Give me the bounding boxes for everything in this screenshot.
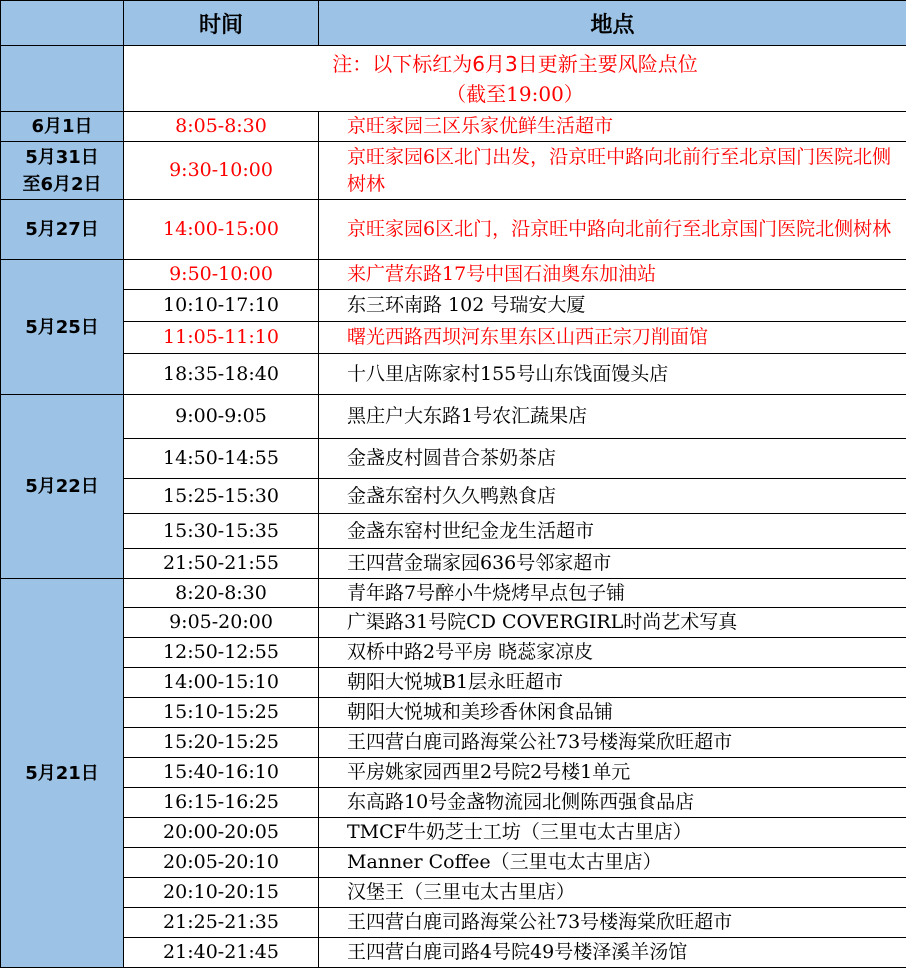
update-note-line1: 注：以下标红为6月3日更新主要风险点位: [332, 51, 698, 76]
place-cell: 京旺家园6区北门出发，沿京旺中路向北前行至北京国门医院北侧树林: [319, 142, 906, 200]
time-cell: 15:10-15:25: [124, 698, 319, 728]
time-cell: 9:50-10:00: [124, 260, 319, 290]
time-cell: 10:10-17:10: [124, 290, 319, 322]
time-cell: 15:25-15:30: [124, 479, 319, 514]
place-cell: 金盏东窑村久久鸭熟食店: [319, 479, 906, 514]
place-cell: 王四营白鹿司路4号院49号楼泽溪羊汤馆: [319, 938, 906, 968]
time-cell: 9:05-20:00: [124, 608, 319, 638]
table-row: [1, 638, 906, 668]
table-row: [1, 354, 906, 395]
date-line1: 5月31日: [25, 146, 99, 168]
date-cell: [1, 142, 124, 200]
time-cell: 14:00-15:00: [124, 200, 319, 260]
table-row: [1, 878, 906, 908]
table-row: [1, 549, 906, 579]
place-cell: 双桥中路2号平房 晓蕊家凉皮: [319, 638, 906, 668]
table-row: [1, 260, 906, 290]
place-cell: 曙光西路西坝河东里东区山西正宗刀削面馆: [319, 322, 906, 354]
table-row: [1, 142, 906, 200]
table-row: [1, 818, 906, 848]
table-row: [1, 322, 906, 354]
place-cell: 王四营金瑞家园636号邻家超市: [319, 549, 906, 579]
place-cell: 青年路7号醉小牛烧烤早点包子铺: [319, 579, 906, 608]
time-cell: 15:40-16:10: [124, 758, 319, 788]
place-cell: 十八里店陈家村155号山东饯面馒头店: [319, 354, 906, 395]
header-time: 时间: [124, 1, 319, 46]
update-note-line2: （截至19:00）: [446, 81, 584, 106]
date-cell: 5月22日: [1, 395, 124, 579]
date-cell: 6月1日: [1, 112, 124, 142]
date-cell: 5月25日: [1, 260, 124, 395]
place-cell: 朝阳大悦城和美珍香休闲食品铺: [319, 698, 906, 728]
table-row: [1, 848, 906, 878]
time-cell: 16:15-16:25: [124, 788, 319, 818]
table-row: [1, 439, 906, 479]
table-row: [1, 788, 906, 818]
place-cell: TMCF牛奶芝士工坊（三里屯太古里店）: [319, 818, 906, 848]
place-cell: 广渠路31号院CD COVERGIRL时尚艺术写真: [319, 608, 906, 638]
note-left-cell: [1, 46, 124, 112]
table-row: [1, 728, 906, 758]
time-cell: 21:25-21:35: [124, 908, 319, 938]
time-cell: 8:20-8:30: [124, 579, 319, 608]
header-place: 地点: [319, 1, 906, 46]
table-row: [1, 698, 906, 728]
place-cell: 汉堡王（三里屯太古里店）: [319, 878, 906, 908]
time-cell: 14:00-15:10: [124, 668, 319, 698]
time-cell: 20:05-20:10: [124, 848, 319, 878]
time-cell: 11:05-11:10: [124, 322, 319, 354]
date-cell: 5月27日: [1, 200, 124, 260]
place-cell: 王四营白鹿司路海棠公社73号楼海棠欣旺超市: [319, 908, 906, 938]
place-cell: 王四营白鹿司路海棠公社73号楼海棠欣旺超市: [319, 728, 906, 758]
place-cell: 来广营东路17号中国石油奥东加油站: [319, 260, 906, 290]
table-row: [1, 938, 906, 968]
time-cell: 18:35-18:40: [124, 354, 319, 395]
update-note: [124, 46, 906, 112]
place-cell: 金盏东窑村世纪金龙生活超市: [319, 514, 906, 549]
time-cell: 14:50-14:55: [124, 439, 319, 479]
date-cell: 5月21日: [1, 579, 124, 968]
time-cell: 9:30-10:00: [124, 142, 319, 200]
place-cell: 金盏皮村圆昔合茶奶茶店: [319, 439, 906, 479]
place-cell: 黑庄户大东路1号农汇蔬果店: [319, 395, 906, 439]
table-row: [1, 758, 906, 788]
table-row: [1, 112, 906, 142]
time-cell: 8:05-8:30: [124, 112, 319, 142]
place-cell: 平房姚家园西里2号院2号楼1单元: [319, 758, 906, 788]
table-row: [1, 290, 906, 322]
table-row: [1, 479, 906, 514]
time-cell: 21:50-21:55: [124, 549, 319, 579]
table-row: [1, 668, 906, 698]
time-cell: 15:30-15:35: [124, 514, 319, 549]
table-row: [1, 579, 906, 608]
header-corner-cell: [1, 1, 124, 46]
table-row: [1, 908, 906, 938]
place-cell: 东高路10号金盏物流园北侧陈西强食品店: [319, 788, 906, 818]
place-cell: Manner Coffee（三里屯太古里店）: [319, 848, 906, 878]
date-line2: 至6月2日: [22, 173, 102, 195]
place-cell: 京旺家园6区北门，沿京旺中路向北前行至北京国门医院北侧树林: [319, 200, 906, 260]
place-cell: 东三环南路 102 号瑞安大厦: [319, 290, 906, 322]
time-cell: 21:40-21:45: [124, 938, 319, 968]
table-row: [1, 200, 906, 260]
table-row: [1, 514, 906, 549]
place-cell: 朝阳大悦城B1层永旺超市: [319, 668, 906, 698]
time-cell: 9:00-9:05: [124, 395, 319, 439]
time-cell: 15:20-15:25: [124, 728, 319, 758]
time-cell: 20:00-20:05: [124, 818, 319, 848]
place-cell: 京旺家园三区乐家优鲜生活超市: [319, 112, 906, 142]
time-cell: 12:50-12:55: [124, 638, 319, 668]
table-row: [1, 395, 906, 439]
table-row: [1, 608, 906, 638]
time-cell: 20:10-20:15: [124, 878, 319, 908]
